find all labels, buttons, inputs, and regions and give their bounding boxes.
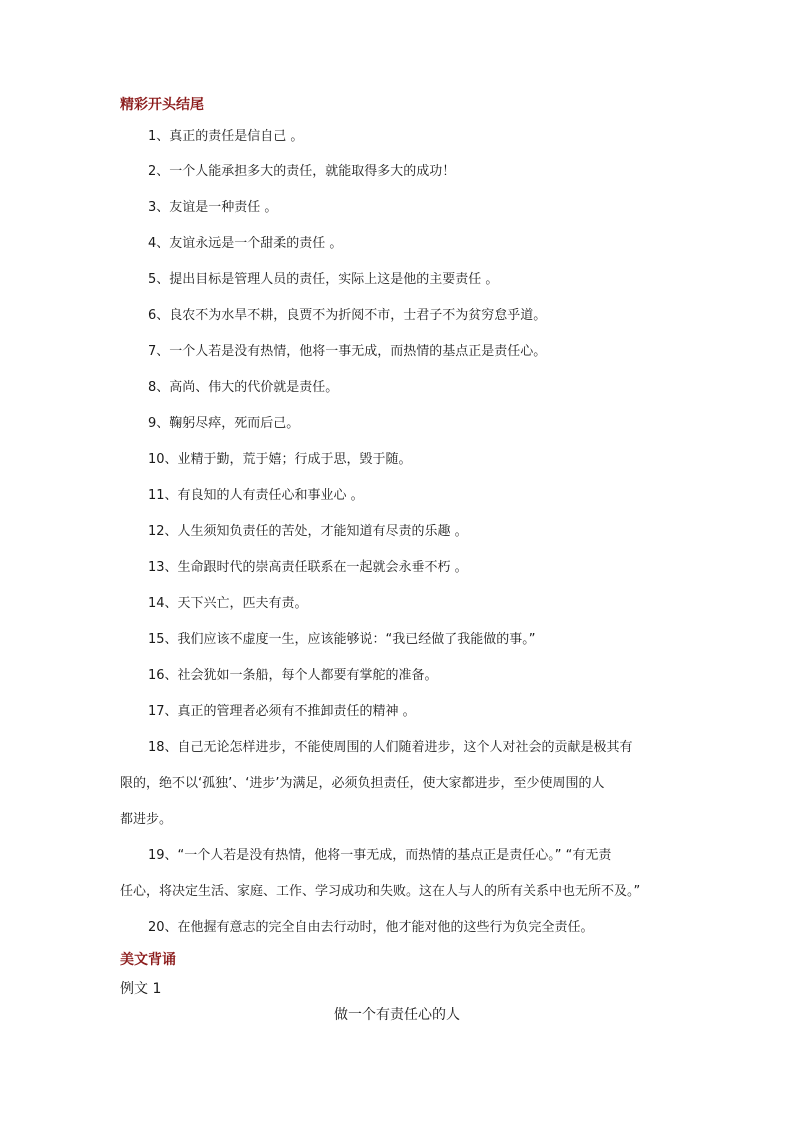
list-item-7: 7、一个人若是没有热情，他将一事无成，而热情的基点正是责任心。 [148,344,547,359]
list-item-9: 9、鞠躬尽瘁，死而后己。 [148,416,300,431]
list-item-1: 1、真正的责任是信自己 。 [148,129,304,144]
list-item-3: 3、友谊是一种责任 。 [148,200,278,215]
list-item-20: 20、在他握有意志的完全自由去行动时，他才能对他的这些行为负完全责任。 [148,920,594,935]
section-heading-recitation: 美文背诵 [120,952,176,968]
list-item-15: 15、我们应该不虚度一生，应该能够说：“我已经做了我能做的事。” [148,632,536,647]
list-item-13: 13、生命跟时代的崇高责任联系在一起就会永垂不朽 。 [148,560,468,575]
essay-title: 做一个有责任心的人 [334,1007,460,1023]
list-item-12: 12、人生须知负责任的苦处，才能知道有尽责的乐趣 。 [148,524,468,539]
list-item-11: 11、有良知的人有责任心和事业心 。 [148,488,364,503]
section-heading-openings-endings: 精彩开头结尾 [120,97,204,113]
list-item-16: 16、社会犹如一条船，每个人都要有掌舵的准备。 [148,668,438,683]
list-item-10: 10、业精于勤，荒于嬉；行成于思，毁于随。 [148,452,412,467]
list-item-5: 5、提出目标是管理人员的责任，实际上这是他的主要责任 。 [148,272,499,287]
list-item-14: 14、天下兴亡，匹夫有责。 [148,596,308,611]
list-item-6: 6、良农不为水旱不耕，良贾不为折阅不市，士君子不为贫穷怠乎道。 [148,308,547,323]
example-label: 例文 1 [120,981,162,997]
list-item-8: 8、高尚、伟大的代价就是责任。 [148,380,339,395]
list-item-4: 4、友谊永远是一个甜柔的责任 。 [148,236,343,251]
list-item-18-line-2: 限的，绝不以‘孤独’、‘进步’为满足，必须负担责任，使大家都进步，至少使周围的人 [120,776,605,791]
list-item-2: 2、一个人能承担多大的责任，就能取得多大的成功！ [148,164,456,179]
list-item-19-line-1: 19、“一个人若是没有热情，他将一事无成，而热情的基点正是责任心。” “有无责 [148,848,612,863]
list-item-18-line-3: 都进步。 [120,812,173,827]
list-item-18-line-1: 18、自己无论怎样进步，不能使周围的人们随着进步，这个人对社会的贡献是极其有 [148,740,633,755]
list-item-19-line-2: 任心，将决定生活、家庭、工作、学习成功和失败。这在人与人的所有关系中也无所不及。” [120,884,641,899]
list-item-17: 17、真正的管理者必须有不推卸责任的精神 。 [148,704,416,719]
